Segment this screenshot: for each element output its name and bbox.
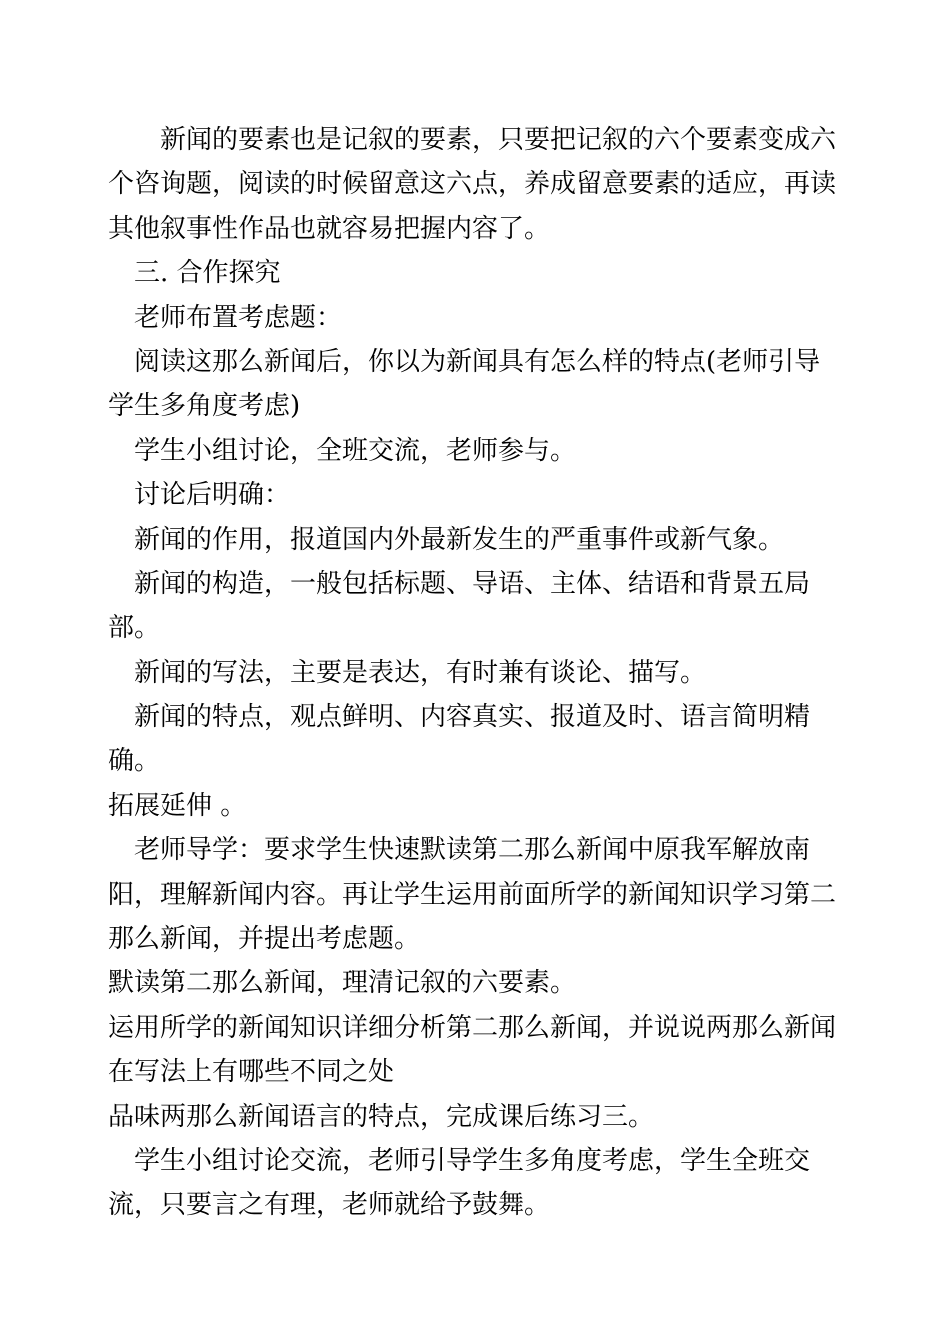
text-line: 新闻的作用，报道国内外最新发生的严重事件或新气象。 (134, 524, 785, 555)
text-line: 新闻的要素也是记叙的要素，只要把记叙的六个要素变成六 (160, 125, 837, 155)
text-line: 运用所学的新闻知识详细分析第二那么新闻，并说说两那么新闻 (108, 1012, 837, 1043)
text-line: 新闻的写法，主要是表达，有时兼有谈论、描写。 (134, 657, 707, 688)
text-line: 学生多角度考虑) (108, 391, 301, 422)
text-line: 确。 (108, 746, 161, 777)
text-line: 学生小组讨论交流，老师引导学生多角度考虑，学生全班交 (134, 1145, 811, 1176)
text-line: 流，只要言之有理，老师就给予鼓舞。 (108, 1190, 551, 1221)
text-line: 在写法上有哪些不同之处 (108, 1057, 395, 1088)
text-line: 老师布置考虑题： (134, 302, 343, 333)
text-line: 个咨询题，阅读的时候留意这六点，养成留意要素的适应，再读 (108, 169, 837, 200)
text-line: 新闻的构造，一般包括标题、导语、主体、结语和背景五局 (134, 568, 811, 599)
text-line: 阅读这那么新闻后，你以为新闻具有怎么样的特点(老师引导 (134, 346, 821, 377)
text-line: 讨论后明确： (134, 480, 291, 511)
text-line: 其他叙事性作品也就容易把握内容了。 (108, 213, 551, 244)
text-line: 阳，理解新闻内容。再让学生运用前面所学的新闻知识学习第二 (108, 879, 837, 910)
text-line: 默读第二那么新闻，理清记叙的六要素。 (108, 968, 577, 999)
text-line: 部。 (108, 613, 161, 644)
section-heading: 拓展延伸 。 (108, 790, 247, 821)
text-line: 老师导学：要求学生快速默读第二那么新闻中原我军解放南 (134, 835, 811, 866)
text-line: 品味两那么新闻语言的特点，完成课后练习三。 (108, 1101, 655, 1132)
document-body (108, 118, 838, 1228)
text-line: 那么新闻，并提出考虑题。 (108, 924, 421, 955)
section-heading: 三. 合作探究 (134, 258, 281, 289)
text-line: 学生小组讨论，全班交流，老师参与。 (134, 435, 577, 466)
text-line: 新闻的特点，观点鲜明、内容真实、报道及时、语言简明精 (134, 702, 811, 733)
